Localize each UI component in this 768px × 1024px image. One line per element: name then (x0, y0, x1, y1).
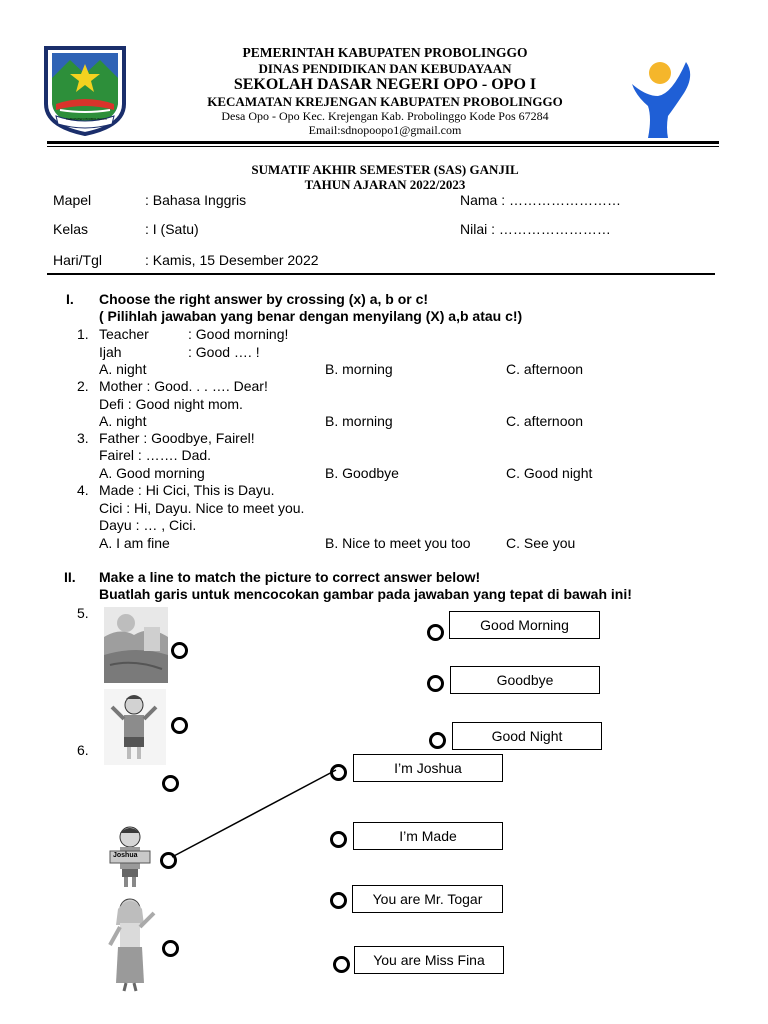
q3-line-1: Father : Goodbye, Fairel! (99, 430, 255, 446)
header-line-1: PEMERINTAH KABUPATEN PROBOLINGGO (242, 45, 528, 60)
exam-year: TAHUN AJARAN 2022/2023 (304, 177, 466, 192)
header-line-5: Desa Opo - Opo Kec. Krejengan Kab. Probolinggo Kode Pos 67284 (221, 109, 549, 123)
q1-option-b[interactable]: B. morning (325, 361, 393, 377)
q1-speaker-2: Ijah (99, 344, 122, 360)
kelas-label: Kelas (53, 221, 89, 237)
q2-line-1: Mother : Good. . . …. Dear! (99, 378, 268, 394)
q4-line-2: Cici : Hi, Dayu. Nice to meet you. (99, 500, 305, 516)
q1-number: 1. (77, 326, 89, 342)
header-line-3: SEKOLAH DASAR NEGERI OPO - OPO I (233, 76, 537, 93)
q2-number: 2. (77, 378, 89, 394)
section1-instruction-id: ( Pilihlah jawaban yang benar dengan menyilang (X) a,b atau c!) (99, 308, 523, 324)
header-line-4: KECAMATAN KREJENGAN KABUPATEN PROBOLINGGO (207, 94, 563, 109)
answer-goodbye[interactable]: Goodbye (450, 666, 600, 694)
q2-line-2: Defi : Good night mom. (99, 396, 243, 412)
answer-im-made[interactable]: I’m Made (353, 822, 503, 850)
q3-number: 3. (77, 430, 89, 446)
emblem-ribbon-text: KABUPATEN PROBOLINGGO (66, 117, 108, 121)
q4-number: 4. (77, 482, 89, 498)
q2-option-c[interactable]: C. afternoon (506, 413, 584, 429)
answer-im-joshua[interactable]: I’m Joshua (353, 754, 503, 782)
header-line-2: DINAS PENDIDIKAN DAN KEBUDAYAAN (258, 61, 512, 76)
q4-option-a[interactable]: A. I am fine (99, 535, 170, 551)
section2-instruction-id: Buatlah garis untuk mencocokan gambar pada jawaban yang tepat di bawah ini! (99, 586, 632, 602)
q4-option-c[interactable]: C. See you (506, 535, 576, 551)
section2-number: II. (64, 569, 76, 585)
q1-option-c[interactable]: C. afternoon (506, 361, 584, 377)
q3-line-2: Fairel : ……. Dad. (99, 447, 212, 463)
q6-number: 6. (77, 742, 89, 758)
q4-line-1: Made : Hi Cici, This is Dayu. (99, 482, 275, 498)
q3-option-c[interactable]: C. Good night (506, 465, 593, 481)
joshua-name-tag: Joshua (113, 852, 138, 859)
section2-instruction: Make a line to match the picture to correct answer below! (99, 569, 481, 585)
q4-line-3: Dayu : … , Cici. (99, 517, 197, 533)
q1-line-2: : Good …. ! (188, 344, 260, 360)
hari-label: Hari/Tgl (53, 252, 103, 268)
nama-field[interactable]: Nama : …………………… (460, 192, 622, 208)
q4-option-b[interactable]: B. Nice to meet you too (325, 535, 471, 551)
mapel-value: : Bahasa Inggris (145, 192, 247, 208)
section1-number: I. (66, 291, 74, 307)
mapel-label: Mapel (53, 192, 92, 208)
header-line-6: Email:sdnopoopo1@gmail.com (308, 123, 462, 137)
exam-title: SUMATIF AKHIR SEMESTER (SAS) GANJIL (251, 162, 519, 177)
q1-speaker-1: Teacher (99, 326, 149, 342)
q2-option-b[interactable]: B. morning (325, 413, 393, 429)
answer-good-night[interactable]: Good Night (452, 722, 602, 750)
q3-option-a[interactable]: A. Good morning (99, 465, 205, 481)
q5-number: 5. (77, 605, 89, 621)
q2-option-a[interactable]: A. night (99, 413, 147, 429)
kelas-value: : I (Satu) (145, 221, 199, 237)
nilai-field[interactable]: Nilai : …………………… (460, 221, 611, 237)
q1-line-1: : Good morning! (188, 326, 289, 342)
hari-value: : Kamis, 15 Desember 2022 (145, 252, 319, 268)
answer-miss-fina[interactable]: You are Miss Fina (354, 946, 504, 974)
section1-instruction: Choose the right answer by crossing (x) a, b or c! (99, 291, 429, 307)
answer-mr-togar[interactable]: You are Mr. Togar (352, 885, 503, 913)
q1-option-a[interactable]: A. night (99, 361, 147, 377)
q3-option-b[interactable]: B. Goodbye (325, 465, 399, 481)
answer-good-morning[interactable]: Good Morning (449, 611, 600, 639)
